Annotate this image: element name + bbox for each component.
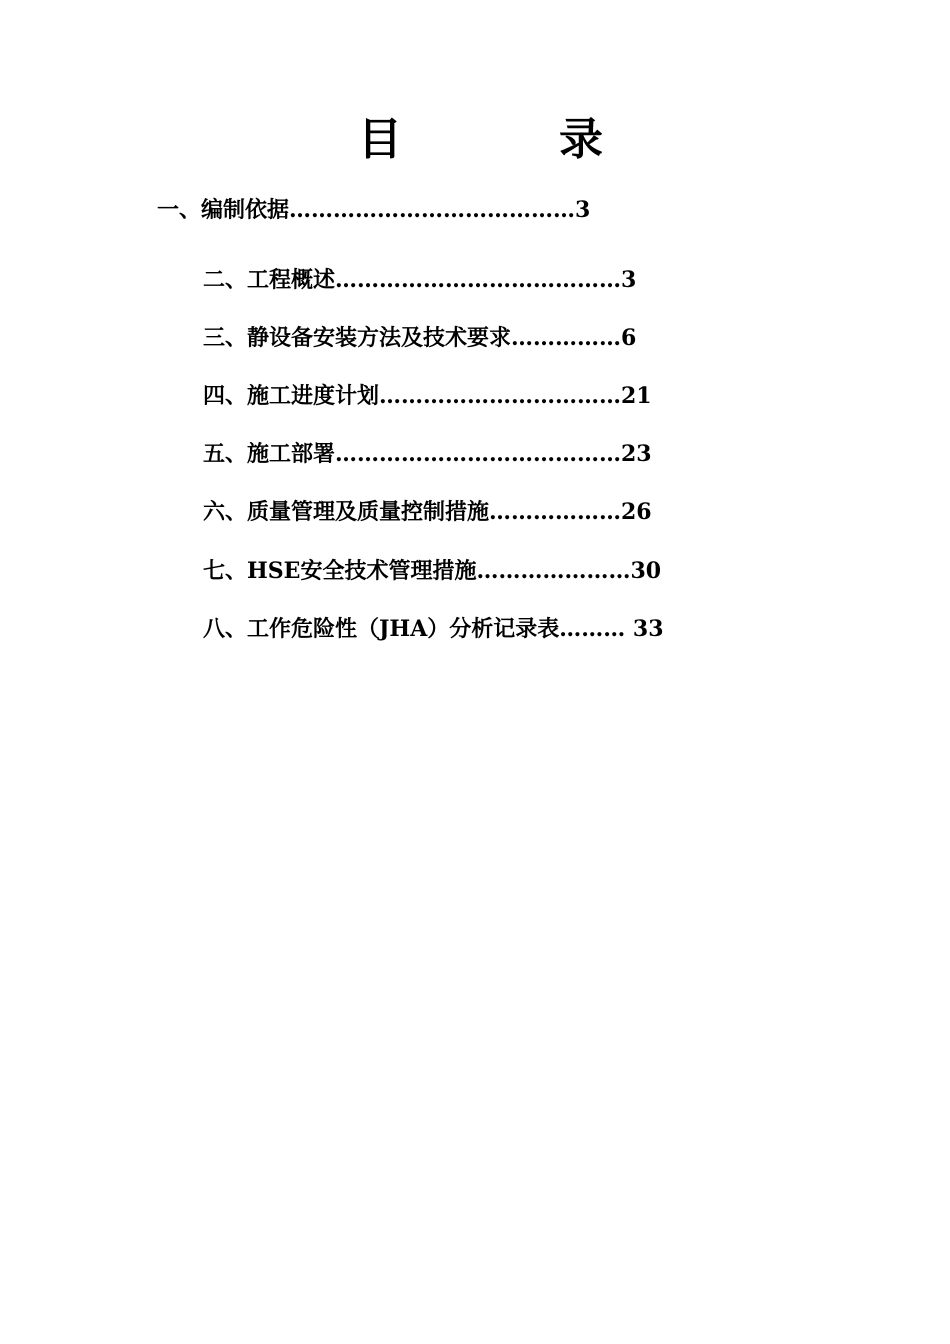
toc-entry-5[interactable]: 五、施工部署…………………………………23 [203, 441, 652, 467]
toc-entry-3[interactable]: 三、静设备安装方法及技术要求……………6 [203, 325, 637, 351]
title-char-2: 录 [559, 114, 603, 165]
title-char-1: 目 [358, 114, 402, 165]
toc-entry-4[interactable]: 四、施工进度计划……………………………21 [203, 383, 652, 409]
toc-entry-2[interactable]: 二、工程概述…………………………………3 [203, 267, 637, 293]
toc-entry-1[interactable]: 一、编制依据…………………………………3 [157, 197, 591, 223]
toc-title [0, 112, 950, 168]
toc-entry-7[interactable]: 七、HSE安全技术管理措施…………………30 [203, 558, 662, 584]
toc-entry-8[interactable]: 八、工作危险性（JHA）分析记录表……… 33 [203, 616, 664, 642]
toc-entry-6[interactable]: 六、质量管理及质量控制措施………………26 [203, 499, 652, 525]
